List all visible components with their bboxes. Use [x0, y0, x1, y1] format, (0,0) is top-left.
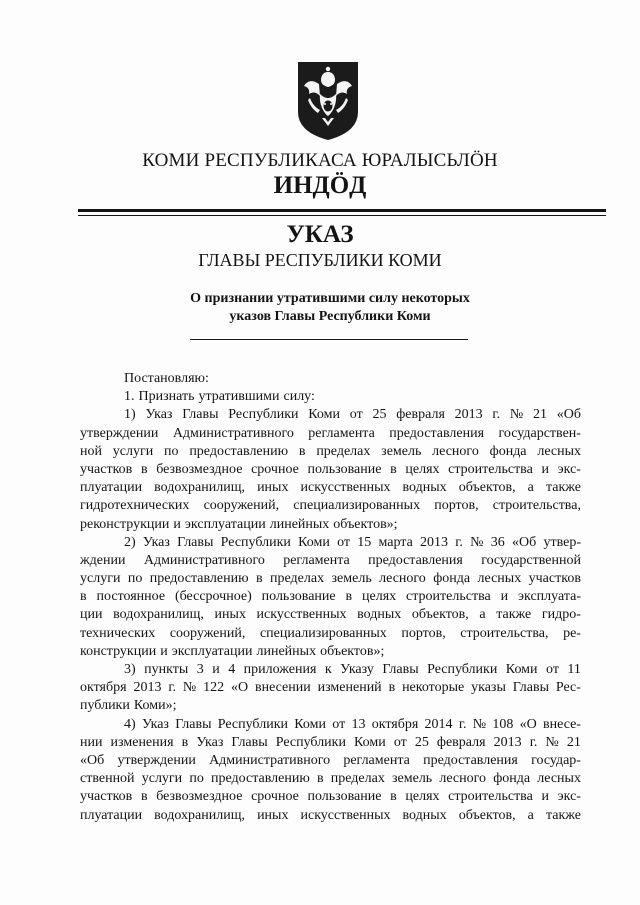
body-line: 1. Признать утратившими силу:: [124, 389, 315, 405]
body-line: в постоянное (бессрочное) пользование в целях строительства и эксплуата-: [80, 589, 581, 605]
subject-underline: [190, 339, 468, 340]
document-body: [80, 370, 581, 825]
body-line: ждении Административного регламента предоставления государственной: [80, 552, 581, 568]
body-line: технических сооружений, специализированных портов, строительства, ре-: [80, 625, 581, 641]
document-subject: [0, 290, 640, 326]
document-subject-line-2: указов Главы Республики Коми: [229, 309, 431, 324]
body-line: услуги по предоставлению в пределах земель лесного фонда лесных участков: [80, 571, 581, 587]
body-line: 3) пункты 3 и 4 приложения к Указу Главы Республики Коми от 11: [124, 662, 581, 677]
komi-header-title: ИНДӦД: [273, 172, 367, 199]
decree-title: УКАЗ: [286, 221, 354, 248]
header-divider-thin: [78, 215, 606, 216]
body-line: ной услуги по предоставлению в пределах земель лесного фонда лесных: [80, 443, 581, 459]
body-line: участков в безвозмездное срочное пользование в целях строительства и экс-: [80, 461, 581, 477]
body-line: конструкции и эксплуатации линейных объектов»;: [80, 643, 385, 659]
body-line: октября 2013 г. № 122 «О внесении изменений в некоторые указы Главы Рес-: [80, 680, 581, 696]
body-line: гидротехнических сооружений, специализированных портов, строительства,: [80, 498, 581, 514]
body-line: 2) Указ Главы Республики Коми от 15 марта 2013 г. № 36 «Об утвер-: [124, 534, 581, 550]
body-line: ции водохранилищ, иных искусственных водных объектов, а также гидро-: [80, 607, 581, 623]
body-line: участков в безвозмездное срочное пользование в целях строительства и экс-: [80, 789, 581, 805]
decree-subtitle: ГЛАВЫ РЕСПУБЛИКИ КОМИ: [198, 250, 442, 270]
body-line: публики Коми»;: [80, 698, 177, 714]
body-line: реконструкции и эксплуатации линейных объектов»;: [80, 516, 398, 532]
komi-header-line: КОМИ РЕСПУБЛИКАСА ЮРАЛЫСЬЛӦН: [142, 150, 498, 171]
body-line: утверждении Административного регламента предоставления государствен-: [80, 425, 581, 441]
body-line: нии изменения в Указ Главы Республики Коми от 25 февраля 2013 г. № 21: [80, 734, 581, 750]
komi-coat-of-arms-emblem: [296, 60, 360, 142]
document-subject-line-1: О признании утратившими силу некоторых: [190, 291, 470, 306]
header-divider-thick: [78, 209, 606, 212]
body-line: 1) Указ Главы Республики Коми от 25 февраля 2013 г. № 21 «Об: [124, 407, 581, 423]
body-line: ственной услуги по предоставлению в пределах земель лесного фонда лесных: [80, 771, 581, 787]
body-line: плуатации водохранилищ, иных искусственных водных объектов, а также: [80, 807, 581, 823]
body-line: «Об утверждении Административного регламента предоставления государ-: [80, 752, 581, 768]
body-line: 4) Указ Главы Республики Коми от 13 октября 2014 г. № 108 «О внесе-: [124, 716, 581, 732]
body-line: плуатации водохранилищ, иных искусственных водных объектов, а также: [80, 480, 581, 496]
body-line: Постановляю:: [124, 371, 209, 386]
